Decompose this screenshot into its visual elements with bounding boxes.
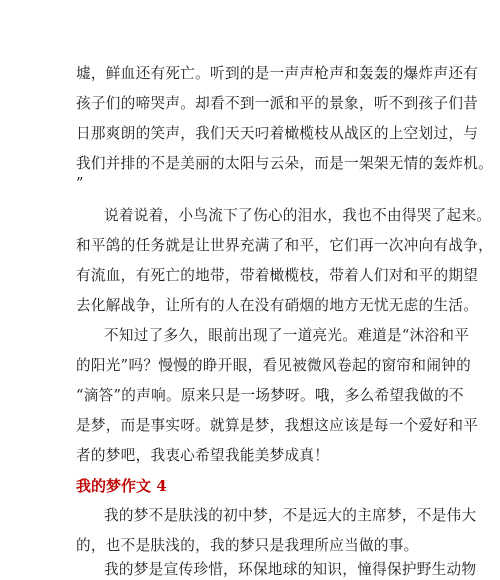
paragraph-line: 是梦，而是事实呀。就算是梦，我想这应该是每一个爱好和平 (76, 417, 479, 434)
section-heading: 我的梦作文 4 (76, 477, 167, 495)
paragraph-line: “滴答”的声响。原来只是一场梦呀。哦，多么希望我做的不 (76, 387, 464, 404)
paragraph-line: 的，也不是肤浅的，我的梦只是我理所应当做的事。 (76, 537, 419, 554)
paragraph-line: 的阳光”吗？慢慢的睁开眼，看见被微风卷起的窗帘和闹钟的 (76, 357, 472, 374)
closing-quote: ” (76, 175, 84, 192)
paragraph-line: 我的梦是宣传珍惜，环保地球的知识，憧得保护野生动物 (104, 561, 477, 578)
paragraph-line: 墟，鲜血还有死亡。听到的是一声声枪声和轰轰的爆炸声还有 (76, 65, 479, 82)
paragraph-line: 我的梦不是肤浅的初中梦，不是远大的主席梦，不是伟大 (104, 507, 477, 524)
paragraph-line: 说着说着，小鸟流下了伤心的泪水，我也不由得哭了起来。 (104, 207, 492, 224)
paragraph-line: 和平鸽的任务就是让世界充满了和平，它们再一次冲向有战争， (76, 237, 494, 254)
paragraph-line: 不知过了多久，眼前出现了一道亮光。难道是“沐浴和平 (104, 327, 470, 344)
paragraph-line: 我们并排的不是美丽的太阳与云朵，而是一架架无情的轰炸机。 (76, 155, 494, 172)
paragraph-line: 去化解战争，让所有的人在没有硝烟的地方无忧无虑的生活。 (76, 297, 479, 314)
paragraph-line: 孩子们的啼哭声。却看不到一派和平的景象，听不到孩子们昔 (76, 95, 479, 112)
paragraph-line: 者的梦吧，我衷心希望我能美梦成真！ (76, 447, 330, 464)
paragraph-line: 日那爽朗的笑声，我们天天叼着橄榄枝从战区的上空划过，与 (76, 125, 479, 142)
paragraph-line: 有流血，有死亡的地带，带着橄榄枝，带着人们对和平的期望 (76, 267, 479, 284)
